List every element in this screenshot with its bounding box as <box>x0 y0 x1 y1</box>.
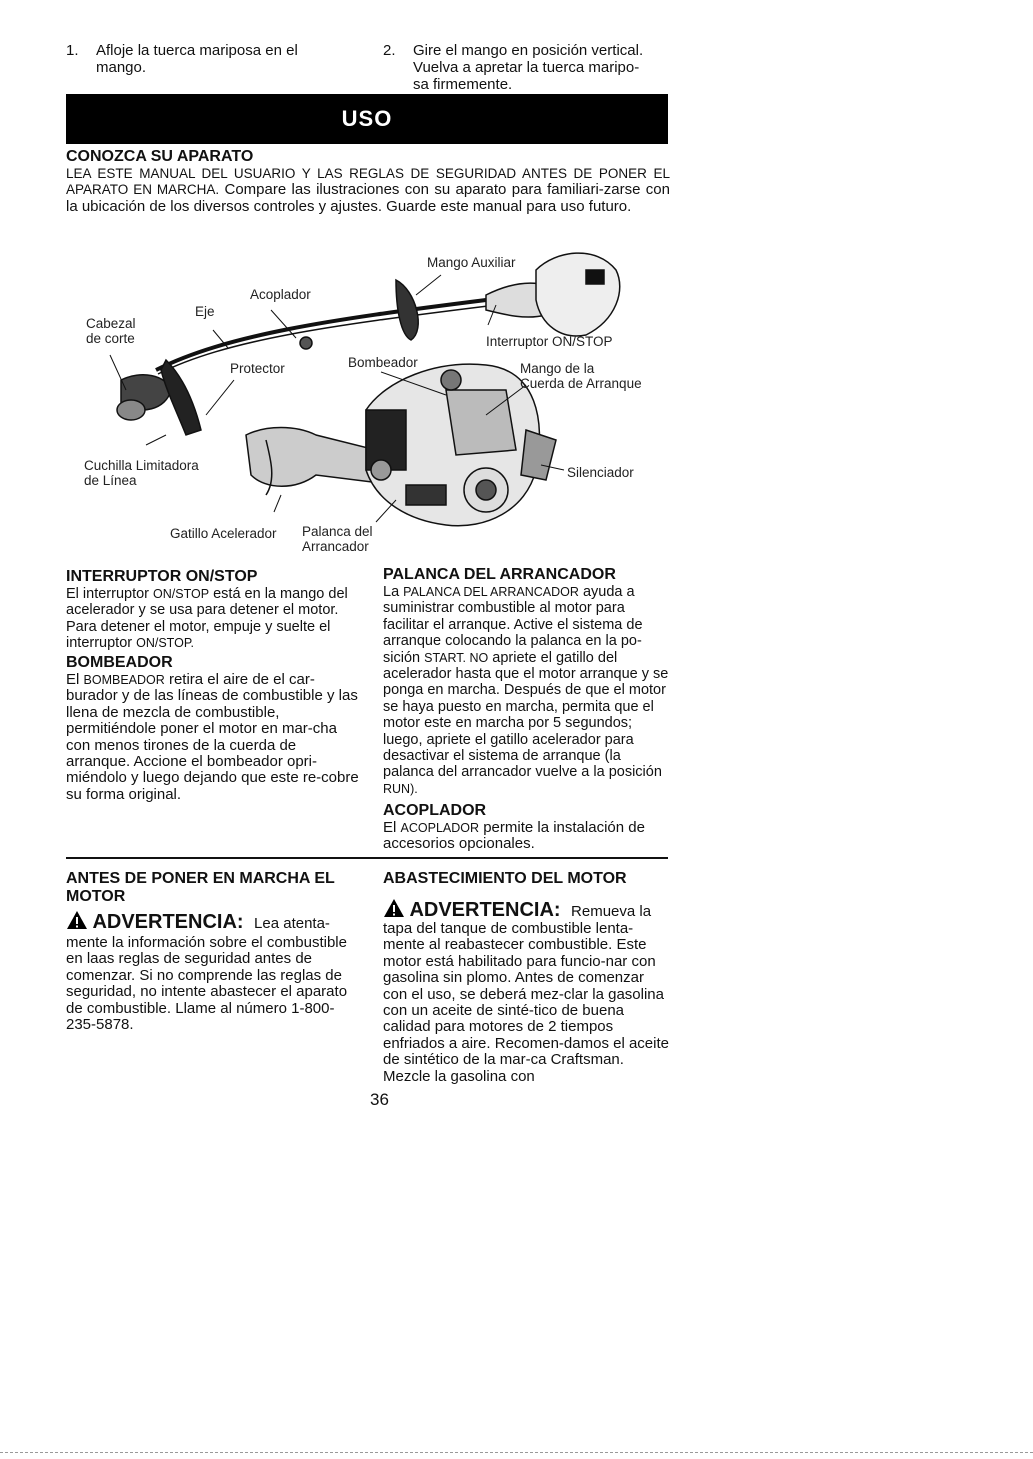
smallcaps: ON/STOP <box>153 587 210 601</box>
label-interruptor: Interruptor ON/STOP <box>486 334 613 349</box>
text: ayuda a suministrar combustible al motor para facilitar el arranque. Active el sistema de arranque colocando la palanca en la po-sición <box>383 584 643 666</box>
text: apriete el gatillo del acelerador hasta que el motor arranque y se ponga en marcha. Después de que el motor se haya puesto en marcha, permita que el motor este en marcha por 5 segundos; luego, apriete el gatillo acelerador para desactivar el sistema de arranque (la palanca del arrancador vuelve a la posición <box>383 649 669 781</box>
primer-bulb <box>441 370 461 390</box>
page-number: 36 <box>370 1090 389 1109</box>
know-intro-caps: LEA ESTE MANUAL DEL USUARIO Y LAS REGLAS DE SEGURIDAD ANTES DE PONER EL APARATO EN MARCHA. <box>66 166 670 198</box>
warning-title: ADVERTENCIA: <box>92 911 244 933</box>
know-intro <box>66 166 670 215</box>
step-number: 2. <box>383 42 396 59</box>
step-2 <box>383 42 683 92</box>
smallcaps: BOMBEADOR <box>83 673 165 687</box>
text: El <box>66 671 80 688</box>
step-number: 1. <box>66 42 79 59</box>
warning-rest: Lea atenta- <box>254 915 330 932</box>
label-bombeador: Bombeador <box>348 355 418 370</box>
label-cabezal: Cabezal de corte <box>86 316 136 346</box>
abastecimiento-body: tapa del tanque de combustible lenta-mente al reabastecer combustible. Este motor está habilitado para funcio-nar con gasolina sin plomo. Antes de comenzar con el uso, se deberá mez-clar la gasolina con un aceite de sinté-tico de buena calidad para motores de 2 tiempos enfriados a aire. Recomen-damos el aceite de sintético de la mar-ca Craftsman. Mezcle la gasolina con <box>383 920 669 1085</box>
smallcaps: PALANCA DEL ARRANCADOR <box>403 585 579 599</box>
page-edge <box>0 1452 1033 1453</box>
section-banner: USO <box>66 94 668 144</box>
warning-icon <box>66 910 88 930</box>
acoplador-body <box>383 820 673 853</box>
smallcaps: RUN). <box>383 781 418 796</box>
label-mango-auxiliar: Mango Auxiliar <box>427 255 516 270</box>
text: El <box>383 819 397 836</box>
auxiliary-handle <box>396 280 418 340</box>
label-palanca: Palanca del Arrancador <box>302 524 373 554</box>
text: retira el aire de el car-burador y de las líneas de combustible y las llena de mezcla de combustible, permitiéndole poner el motor en mar-cha con menos tirones de la cuerda de arranque. Accione el bombeador opri-miéndolo y luego dejando que este re-cobre su forma original. <box>66 671 359 803</box>
label-cuchilla: Cuchilla Limitadora de Línea <box>84 458 199 488</box>
palanca-body <box>383 584 673 797</box>
section-divider <box>66 857 668 859</box>
label-gatillo: Gatillo Acelerador <box>170 526 277 541</box>
step-1 <box>66 42 366 82</box>
label-acoplador: Acoplador <box>250 287 311 302</box>
palanca-title: PALANCA DEL ARRANCADOR <box>383 566 616 583</box>
smallcaps: START. NO <box>424 650 489 665</box>
interruptor-body <box>66 586 356 652</box>
antes-body: mente la información sobre el combustible en laas reglas de seguridad antes de comenzar. Si no comprende las reglas de seguridad, no intente abastecer el aparato de combustible. Llame al número 1-800-235-5878. <box>66 934 348 1034</box>
label-eje: Eje <box>195 304 215 319</box>
bombeador-title: BOMBEADOR <box>66 654 173 671</box>
warning-icon <box>383 898 405 918</box>
step-text: Gire el mango en posición vertical. Vuelva a apretar la tuerca maripo- sa firmemente. <box>413 42 644 93</box>
antes-warning <box>66 910 366 934</box>
know-title: CONOZCA SU APARATO <box>66 148 254 165</box>
abastecimiento-warning <box>383 898 683 922</box>
know-intro-rest: Compare las ilustraciones con su aparato para familiari-zarse con la ubicación de los diversos controles y ajustes. Guarde este manual para uso futuro. <box>66 181 670 215</box>
coupler <box>300 337 312 349</box>
label-silenciador: Silenciador <box>567 465 634 480</box>
abastecimiento-title: ABASTECIMIENTO DEL MOTOR <box>383 870 627 887</box>
step-text: Afloje la tuerca mariposa en el mango. <box>96 42 298 76</box>
text: El interruptor <box>66 586 150 602</box>
smallcaps: ACOPLADOR <box>400 821 480 835</box>
text: La <box>383 584 400 600</box>
trimmer-diagram <box>66 240 670 560</box>
warning-rest: Remueva la <box>571 903 652 920</box>
smallcaps: ON/STOP. <box>136 636 195 651</box>
antes-title: ANTES DE PONER EN MARCHA EL MOTOR <box>66 870 335 905</box>
text: permite la instalación de accesorios opcionales. <box>383 819 645 853</box>
text: está en la mango del acelerador y se usa para detener el motor. Para detener el motor, empuje y suelte el interruptor <box>66 586 348 652</box>
bombeador-body <box>66 672 360 803</box>
warning-title: ADVERTENCIA: <box>409 899 561 921</box>
interruptor-title: INTERRUPTOR ON/STOP <box>66 568 258 585</box>
label-protector: Protector <box>230 361 285 376</box>
acoplador-title: ACOPLADOR <box>383 802 487 819</box>
label-mango-cuerda: Mango de la Cuerda de Arranque <box>520 361 642 391</box>
